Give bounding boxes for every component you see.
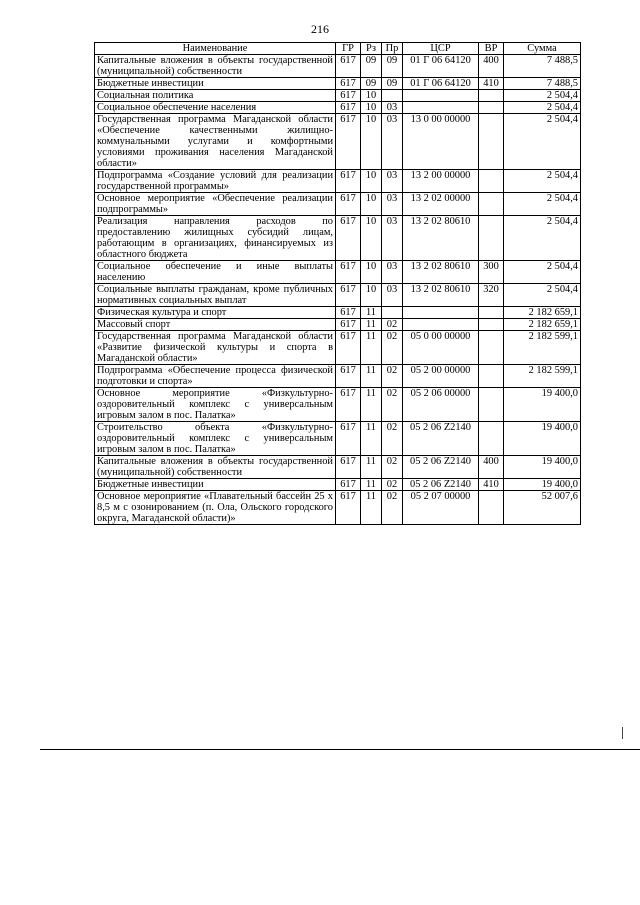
- cell-gr: 617: [336, 102, 361, 114]
- cell-pr: 09: [382, 55, 403, 78]
- cell-rz: 10: [361, 170, 382, 193]
- cell-gr: 617: [336, 78, 361, 90]
- cell-rz: 11: [361, 331, 382, 365]
- cell-rz: 09: [361, 55, 382, 78]
- table-row: [95, 193, 581, 216]
- cell-sum: 7 488,5: [504, 55, 581, 78]
- table-row: [95, 307, 581, 319]
- cell-vr: [479, 365, 504, 388]
- cell-gr: 617: [336, 170, 361, 193]
- cell-gr: 617: [336, 491, 361, 525]
- cell-csr: [403, 307, 479, 319]
- cell-pr: [382, 307, 403, 319]
- table-row: [95, 319, 581, 331]
- header-gr: ГР: [336, 43, 361, 55]
- cell-rz: 10: [361, 261, 382, 284]
- cell-rz: 11: [361, 307, 382, 319]
- table-row: [95, 365, 581, 388]
- cell-vr: 320: [479, 284, 504, 307]
- cell-csr: 13 2 02 80610: [403, 284, 479, 307]
- cell-gr: 617: [336, 331, 361, 365]
- cell-name: Подпрограмма «Обеспечение процесса физической подготовки и спорта»: [95, 365, 336, 388]
- table-header-row: [95, 43, 581, 55]
- cell-sum: 2 504,4: [504, 284, 581, 307]
- cell-name: Капитальные вложения в объекты государственной (муниципальной) собственности: [95, 456, 336, 479]
- cell-vr: 400: [479, 456, 504, 479]
- margin-mark: [622, 727, 623, 739]
- cell-sum: 19 400,0: [504, 388, 581, 422]
- cell-name: Реализация направления расходов по предоставлению жилищных субсидий лицам, работающим в организациях, финансируемых из областного бюджета: [95, 216, 336, 261]
- cell-sum: 2 182 599,1: [504, 331, 581, 365]
- bottom-rule: [40, 749, 640, 750]
- cell-vr: [479, 331, 504, 365]
- cell-gr: 617: [336, 284, 361, 307]
- cell-gr: 617: [336, 365, 361, 388]
- cell-pr: 03: [382, 261, 403, 284]
- cell-sum: 2 504,4: [504, 193, 581, 216]
- cell-gr: 617: [336, 319, 361, 331]
- cell-pr: 03: [382, 284, 403, 307]
- cell-pr: 02: [382, 456, 403, 479]
- cell-sum: 2 182 659,1: [504, 319, 581, 331]
- cell-pr: 02: [382, 491, 403, 525]
- cell-name: Основное мероприятие «Плавательный бассейн 25 х 8,5 м с озонированием (п. Ола, Ольского городского округа, Магаданской области)»: [95, 491, 336, 525]
- cell-csr: 05 2 06 Z2140: [403, 456, 479, 479]
- cell-name: Физическая культура и спорт: [95, 307, 336, 319]
- cell-name: Основное мероприятие «Обеспечение реализации подпрограммы»: [95, 193, 336, 216]
- cell-rz: 10: [361, 114, 382, 170]
- cell-pr: 09: [382, 78, 403, 90]
- cell-vr: 410: [479, 479, 504, 491]
- cell-name: Социальная политика: [95, 90, 336, 102]
- cell-vr: [479, 90, 504, 102]
- table-row: [95, 422, 581, 456]
- cell-rz: 11: [361, 319, 382, 331]
- table-row: [95, 78, 581, 90]
- header-pr: Пр: [382, 43, 403, 55]
- cell-csr: 13 2 02 80610: [403, 216, 479, 261]
- cell-vr: [479, 216, 504, 261]
- cell-vr: [479, 102, 504, 114]
- cell-name: Основное мероприятие «Физкультурно-оздоровительный комплекс с универсальным игровым залом в пос. Палатка»: [95, 388, 336, 422]
- cell-sum: 19 400,0: [504, 422, 581, 456]
- cell-rz: 10: [361, 216, 382, 261]
- table-row: [95, 55, 581, 78]
- cell-csr: [403, 90, 479, 102]
- header-name: Наименование: [95, 43, 336, 55]
- cell-vr: 410: [479, 78, 504, 90]
- cell-csr: 05 2 07 00000: [403, 491, 479, 525]
- cell-csr: 01 Г 06 64120: [403, 78, 479, 90]
- cell-gr: 617: [336, 216, 361, 261]
- cell-csr: [403, 102, 479, 114]
- cell-name: Государственная программа Магаданской области «Обеспечение качественными жилищно-коммунальными услугами и комфортными условиями проживания населения Магаданской области»: [95, 114, 336, 170]
- cell-vr: [479, 193, 504, 216]
- table-row: [95, 216, 581, 261]
- cell-csr: 05 2 06 00000: [403, 388, 479, 422]
- cell-sum: 2 182 659,1: [504, 307, 581, 319]
- cell-vr: [479, 422, 504, 456]
- cell-name: Строительство объекта «Физкультурно-оздоровительный комплекс с универсальным игровым залом в пос. Палатка»: [95, 422, 336, 456]
- cell-rz: 11: [361, 422, 382, 456]
- cell-rz: 11: [361, 491, 382, 525]
- cell-rz: 10: [361, 90, 382, 102]
- cell-gr: 617: [336, 388, 361, 422]
- cell-csr: 05 2 00 00000: [403, 365, 479, 388]
- cell-gr: 617: [336, 456, 361, 479]
- table-row: [95, 491, 581, 525]
- cell-name: Социальные выплаты гражданам, кроме публичных нормативных социальных выплат: [95, 284, 336, 307]
- cell-gr: 617: [336, 261, 361, 284]
- cell-gr: 617: [336, 307, 361, 319]
- table-row: [95, 479, 581, 491]
- cell-name: Социальное обеспечение населения: [95, 102, 336, 114]
- cell-csr: 13 0 00 00000: [403, 114, 479, 170]
- cell-pr: 02: [382, 388, 403, 422]
- cell-name: Социальное обеспечение и иные выплаты населению: [95, 261, 336, 284]
- cell-csr: [403, 319, 479, 331]
- table-row: [95, 331, 581, 365]
- cell-gr: 617: [336, 193, 361, 216]
- cell-pr: 03: [382, 114, 403, 170]
- cell-sum: 52 007,6: [504, 491, 581, 525]
- header-rz: Рз: [361, 43, 382, 55]
- cell-csr: 05 0 00 00000: [403, 331, 479, 365]
- cell-csr: 05 2 06 Z2140: [403, 422, 479, 456]
- cell-name: Подпрограмма «Создание условий для реализации государственной программы»: [95, 170, 336, 193]
- cell-pr: 02: [382, 331, 403, 365]
- cell-rz: 10: [361, 102, 382, 114]
- cell-pr: 03: [382, 170, 403, 193]
- cell-pr: 02: [382, 422, 403, 456]
- cell-sum: 2 504,4: [504, 114, 581, 170]
- cell-sum: 2 504,4: [504, 261, 581, 284]
- page-number: 216: [311, 22, 329, 36]
- cell-vr: 400: [479, 55, 504, 78]
- table-row: [95, 388, 581, 422]
- cell-sum: 7 488,5: [504, 78, 581, 90]
- cell-sum: 2 504,4: [504, 102, 581, 114]
- cell-sum: 2 504,4: [504, 170, 581, 193]
- cell-name: Государственная программа Магаданской области «Развитие физической культуры и спорта в Магаданской области»: [95, 331, 336, 365]
- cell-sum: 19 400,0: [504, 456, 581, 479]
- cell-vr: [479, 307, 504, 319]
- cell-rz: 10: [361, 284, 382, 307]
- cell-sum: 2 182 599,1: [504, 365, 581, 388]
- cell-pr: 03: [382, 216, 403, 261]
- cell-gr: 617: [336, 114, 361, 170]
- cell-csr: 01 Г 06 64120: [403, 55, 479, 78]
- table-row: [95, 170, 581, 193]
- cell-gr: 617: [336, 55, 361, 78]
- cell-name: Капитальные вложения в объекты государственной (муниципальной) собственности: [95, 55, 336, 78]
- table-row: [95, 102, 581, 114]
- cell-rz: 11: [361, 456, 382, 479]
- header-sum: Сумма: [504, 43, 581, 55]
- cell-vr: [479, 491, 504, 525]
- cell-vr: [479, 319, 504, 331]
- cell-pr: 03: [382, 193, 403, 216]
- budget-table: [94, 42, 581, 525]
- table-row: [95, 114, 581, 170]
- cell-rz: 09: [361, 78, 382, 90]
- table-body: [95, 55, 581, 525]
- cell-pr: [382, 90, 403, 102]
- cell-csr: 13 2 02 00000: [403, 193, 479, 216]
- cell-csr: 13 2 02 80610: [403, 261, 479, 284]
- cell-pr: 02: [382, 479, 403, 491]
- cell-pr: 03: [382, 102, 403, 114]
- cell-csr: 13 2 00 00000: [403, 170, 479, 193]
- cell-gr: 617: [336, 422, 361, 456]
- cell-vr: [479, 114, 504, 170]
- cell-sum: 2 504,4: [504, 216, 581, 261]
- table-row: [95, 261, 581, 284]
- header-vr: ВР: [479, 43, 504, 55]
- header-csr: ЦСР: [403, 43, 479, 55]
- cell-csr: 05 2 06 Z2140: [403, 479, 479, 491]
- table-row: [95, 456, 581, 479]
- cell-rz: 11: [361, 365, 382, 388]
- cell-sum: 19 400,0: [504, 479, 581, 491]
- table-row: [95, 90, 581, 102]
- cell-gr: 617: [336, 90, 361, 102]
- cell-vr: [479, 170, 504, 193]
- cell-rz: 11: [361, 388, 382, 422]
- cell-name: Бюджетные инвестиции: [95, 479, 336, 491]
- cell-rz: 11: [361, 479, 382, 491]
- cell-name: Бюджетные инвестиции: [95, 78, 336, 90]
- cell-pr: 02: [382, 365, 403, 388]
- cell-rz: 10: [361, 193, 382, 216]
- cell-name: Массовый спорт: [95, 319, 336, 331]
- cell-vr: [479, 388, 504, 422]
- cell-sum: 2 504,4: [504, 90, 581, 102]
- cell-vr: 300: [479, 261, 504, 284]
- cell-pr: 02: [382, 319, 403, 331]
- table-row: [95, 284, 581, 307]
- cell-gr: 617: [336, 479, 361, 491]
